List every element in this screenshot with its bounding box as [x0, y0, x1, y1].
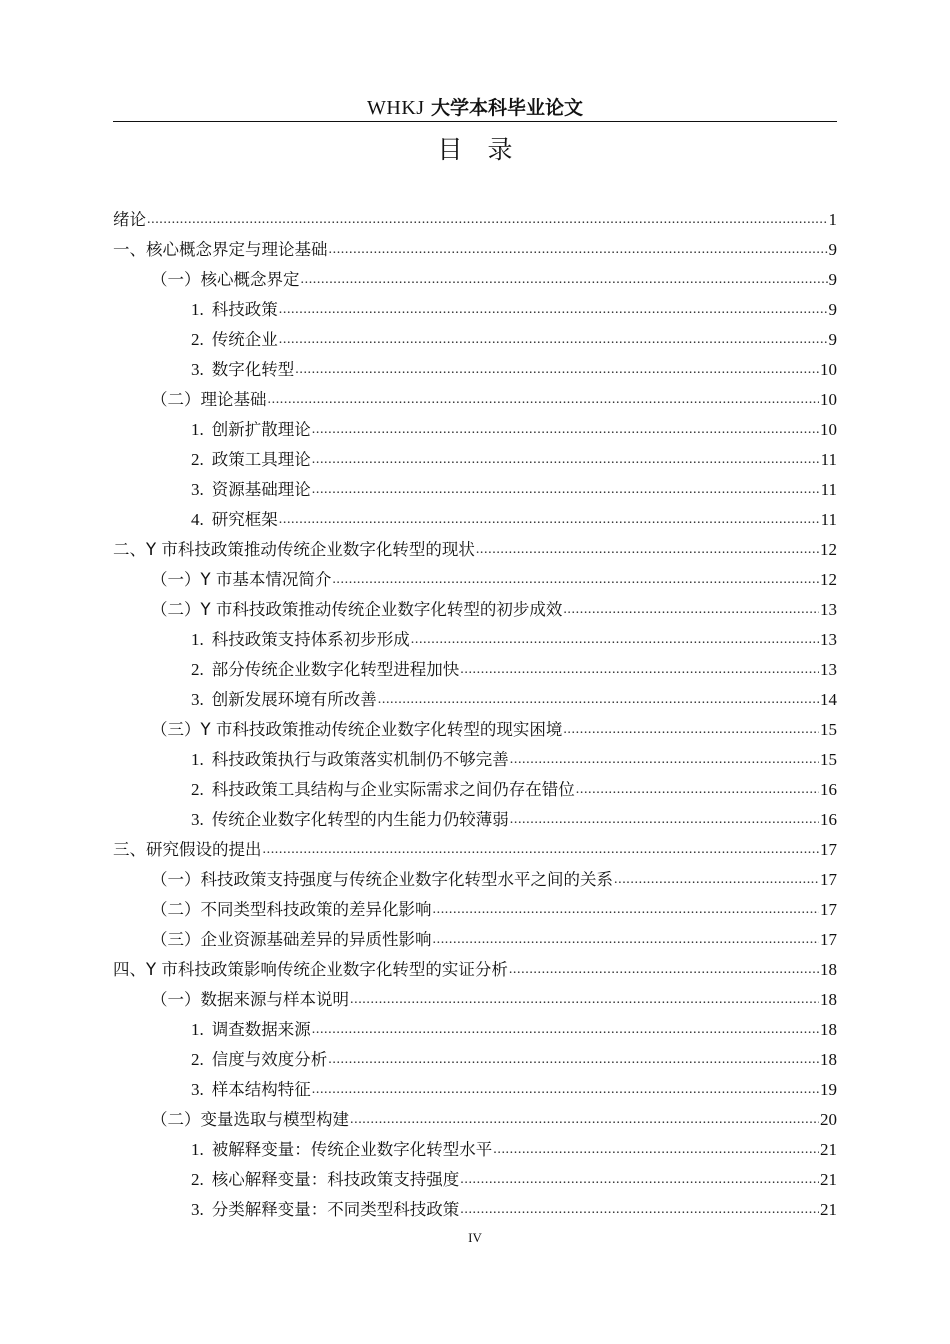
- toc-entry-number: 4.: [191, 510, 204, 529]
- toc-entry-title: 三、研究假设的提出: [113, 840, 262, 859]
- toc-entry-title: 一、核心概念界定与理论基础: [113, 240, 328, 259]
- toc-entry-page: 12: [820, 540, 837, 559]
- toc-entry-title: 政策工具理论: [211, 450, 311, 469]
- toc-entry-title: 绪论: [113, 210, 146, 229]
- toc-dot-leader: [460, 655, 819, 685]
- toc-entry-page: 10: [820, 420, 837, 439]
- toc-entry-page: 19: [820, 1080, 837, 1099]
- toc-entry[interactable]: [113, 595, 837, 625]
- toc-entry-title: 传统企业数字化转型的内生能力仍较薄弱: [211, 810, 509, 829]
- toc-dot-leader: [510, 805, 819, 835]
- toc-entry-title: （三）Y 市科技政策推动传统企业数字化转型的现实困境: [151, 720, 563, 739]
- toc-entry-number: 3.: [191, 360, 204, 379]
- toc-entry-number: 2.: [191, 1050, 204, 1069]
- toc-entry-title: 资源基础理论: [211, 480, 311, 499]
- toc-entry-title: （一）科技政策支持强度与传统企业数字化转型水平之间的关系: [151, 870, 613, 889]
- toc-entry[interactable]: [113, 895, 837, 925]
- toc-entry-title: （二）Y 市科技政策推动传统企业数字化转型的初步成效: [151, 600, 563, 619]
- toc-entry-page: 18: [820, 1020, 837, 1039]
- toc-entry-number: 2.: [191, 450, 204, 469]
- toc-entry[interactable]: [113, 475, 837, 505]
- toc-entry-page: 21: [820, 1140, 837, 1159]
- toc-dot-leader: [476, 535, 819, 565]
- toc-dot-leader: [378, 685, 819, 715]
- toc-entry-title: 信度与效度分析: [211, 1050, 328, 1069]
- toc-entry-title: （一）Y 市基本情况简介: [151, 570, 332, 589]
- toc-entry-number: 3.: [191, 690, 204, 709]
- toc-entry-number: 2.: [191, 1170, 204, 1189]
- toc-dot-leader: [312, 475, 820, 505]
- toc-dot-leader: [563, 595, 819, 625]
- toc-entry-title: （二）理论基础: [151, 390, 267, 409]
- toc-entry-page: 14: [820, 690, 837, 709]
- toc-dot-leader: [576, 775, 819, 805]
- header-title: 大学本科毕业论文: [430, 97, 583, 119]
- toc-entry-number: 3.: [191, 1080, 204, 1099]
- toc-entry-title: 科技政策执行与政策落实机制仍不够完善: [211, 750, 509, 769]
- toc-entry-page: 10: [820, 360, 837, 379]
- toc-entry[interactable]: [113, 955, 837, 985]
- toc-entry[interactable]: [113, 655, 837, 685]
- toc-dot-leader: [460, 1165, 819, 1195]
- toc-dot-leader: [312, 1075, 819, 1105]
- toc-entry-page: 1: [828, 210, 837, 229]
- toc-entry[interactable]: [113, 745, 837, 775]
- toc-entry-number: 1.: [191, 750, 204, 769]
- toc-entry-page: 9: [828, 240, 837, 259]
- toc-entry-title: 二、Y 市科技政策推动传统企业数字化转型的现状: [113, 540, 475, 559]
- toc-entry-number: 2.: [191, 660, 204, 679]
- toc-entry-number: 1.: [191, 300, 204, 319]
- toc-dot-leader: [279, 295, 828, 325]
- toc-entry[interactable]: [113, 1195, 837, 1225]
- toc-dot-leader: [295, 355, 819, 385]
- toc-entry[interactable]: [113, 925, 837, 955]
- toc-entry-page: 17: [820, 870, 837, 889]
- toc-entry-page: 16: [820, 810, 837, 829]
- toc-entry-page: 13: [820, 600, 837, 619]
- toc-entry-number: 1.: [191, 1140, 204, 1159]
- toc-entry[interactable]: [113, 715, 837, 745]
- toc-dot-leader: [350, 985, 819, 1015]
- toc-dot-leader: [312, 445, 820, 475]
- toc-entry[interactable]: [113, 1045, 837, 1075]
- page-title: 目 录: [437, 135, 513, 164]
- toc-entry-page: 10: [820, 390, 837, 409]
- toc-entry-number: 3.: [191, 480, 204, 499]
- toc-entry-number: 2.: [191, 330, 204, 349]
- toc-entry-page: 21: [820, 1170, 837, 1189]
- toc-entry-page: 20: [820, 1110, 837, 1129]
- toc-entry-number: 1.: [191, 1020, 204, 1039]
- toc-entry-page: 12: [820, 570, 837, 589]
- toc-entry[interactable]: [113, 865, 837, 895]
- toc-dot-leader: [510, 745, 819, 775]
- toc-entry-title: 四、Y 市科技政策影响传统企业数字化转型的实证分析: [113, 960, 508, 979]
- toc-entry-page: 16: [820, 780, 837, 799]
- toc-entry-title: 被解释变量：传统企业数字化转型水平: [211, 1140, 493, 1159]
- toc-dot-leader: [509, 955, 819, 985]
- toc-entry-title: （一）核心概念界定: [151, 270, 300, 289]
- toc-entry-page: 18: [820, 960, 837, 979]
- toc-dot-leader: [563, 715, 819, 745]
- page-number: IV: [468, 1230, 482, 1245]
- toc-entry-page: 15: [820, 720, 837, 739]
- running-header: [113, 93, 837, 121]
- toc-entry-title: 研究框架: [211, 510, 278, 529]
- toc-dot-leader: [268, 385, 820, 415]
- toc-entry-title: （一）数据来源与样本说明: [151, 990, 349, 1009]
- toc-entry-page: 9: [828, 270, 837, 289]
- toc-dot-leader: [279, 505, 820, 535]
- toc-entry-title: 创新发展环境有所改善: [211, 690, 377, 709]
- toc-entry-title: 核心解释变量：科技政策支持强度: [211, 1170, 460, 1189]
- toc-dot-leader: [411, 625, 819, 655]
- toc-entry-page: 13: [820, 660, 837, 679]
- toc-entry-title: 分类解释变量：不同类型科技政策: [211, 1200, 460, 1219]
- toc-entry-page: 17: [820, 840, 837, 859]
- toc-dot-leader: [279, 325, 828, 355]
- toc-entry[interactable]: [113, 445, 837, 475]
- toc-entry[interactable]: [113, 385, 837, 415]
- toc-entry[interactable]: [113, 235, 837, 265]
- toc-entry-number: 1.: [191, 420, 204, 439]
- toc-entry[interactable]: [113, 415, 837, 445]
- toc-entry-number: 3.: [191, 1200, 204, 1219]
- toc-dot-leader: [460, 1195, 819, 1225]
- toc-entry-page: 13: [820, 630, 837, 649]
- toc-dot-leader: [328, 1045, 819, 1075]
- toc-entry-title: 科技政策: [211, 300, 278, 319]
- toc-entry-page: 18: [820, 990, 837, 1009]
- toc-entry-title: 科技政策工具结构与企业实际需求之间仍存在错位: [211, 780, 575, 799]
- toc-entry-title: 部分传统企业数字化转型进程加快: [211, 660, 460, 679]
- toc-entry-title: 调查数据来源: [211, 1020, 311, 1039]
- toc-entry-title: 样本结构特征: [211, 1080, 311, 1099]
- toc-entry-title: （二）变量选取与模型构建: [151, 1110, 349, 1129]
- toc-entry[interactable]: [113, 1075, 837, 1105]
- toc-dot-leader: [329, 235, 828, 265]
- toc-entry[interactable]: [113, 775, 837, 805]
- toc-entry[interactable]: [113, 1165, 837, 1195]
- toc-dot-leader: [493, 1135, 819, 1165]
- toc-entry[interactable]: [113, 685, 837, 715]
- toc-entry[interactable]: [113, 205, 837, 235]
- toc-entry[interactable]: [113, 1135, 837, 1165]
- toc-dot-leader: [614, 865, 819, 895]
- toc-entry-page: 9: [828, 300, 837, 319]
- toc-entry-page: 21: [820, 1200, 837, 1219]
- toc-entry[interactable]: [113, 535, 837, 565]
- toc-entry[interactable]: [113, 265, 837, 295]
- toc-entry[interactable]: [113, 805, 837, 835]
- toc-entry-title: （二）不同类型科技政策的差异化影响: [151, 900, 432, 919]
- toc-entry[interactable]: [113, 625, 837, 655]
- toc-entry[interactable]: [113, 295, 837, 325]
- header-brand: WHKJ: [367, 97, 425, 119]
- toc-entry-title: 创新扩散理论: [211, 420, 311, 439]
- toc-dot-leader: [332, 565, 819, 595]
- toc-entry-title: 传统企业: [211, 330, 278, 349]
- toc-entry-title: 科技政策支持体系初步形成: [211, 630, 410, 649]
- toc-entry-page: 17: [820, 930, 837, 949]
- toc-entry-page: 11: [820, 480, 837, 499]
- toc-entry[interactable]: [113, 565, 837, 595]
- toc-dot-leader: [147, 205, 828, 235]
- toc-entry-title: （三）企业资源基础差异的异质性影响: [151, 930, 432, 949]
- toc-dot-leader: [301, 265, 828, 295]
- toc-entry[interactable]: [113, 1015, 837, 1045]
- toc-entry-page: 18: [820, 1050, 837, 1069]
- header-rule: [113, 121, 837, 122]
- toc-entry[interactable]: [113, 505, 837, 535]
- toc-entry-page: 9: [828, 330, 837, 349]
- toc-dot-leader: [312, 415, 819, 445]
- toc-entry-number: 3.: [191, 810, 204, 829]
- toc-entry-title: 数字化转型: [211, 360, 295, 379]
- toc-entry-number: 1.: [191, 630, 204, 649]
- toc-entry-page: 17: [820, 900, 837, 919]
- toc-entry-number: 2.: [191, 780, 204, 799]
- toc-entry[interactable]: [113, 985, 837, 1015]
- toc-dot-leader: [433, 925, 820, 955]
- toc-entry-page: 11: [820, 510, 837, 529]
- toc-entry[interactable]: [113, 835, 837, 865]
- toc-entry[interactable]: [113, 325, 837, 355]
- toc-dot-leader: [263, 835, 820, 865]
- toc-dot-leader: [350, 1105, 819, 1135]
- toc-dot-leader: [433, 895, 820, 925]
- toc-entry-page: 11: [820, 450, 837, 469]
- toc-entry-page: 15: [820, 750, 837, 769]
- toc-entry[interactable]: [113, 1105, 837, 1135]
- toc-entry[interactable]: [113, 355, 837, 385]
- table-of-contents: [113, 205, 837, 1225]
- toc-dot-leader: [312, 1015, 819, 1045]
